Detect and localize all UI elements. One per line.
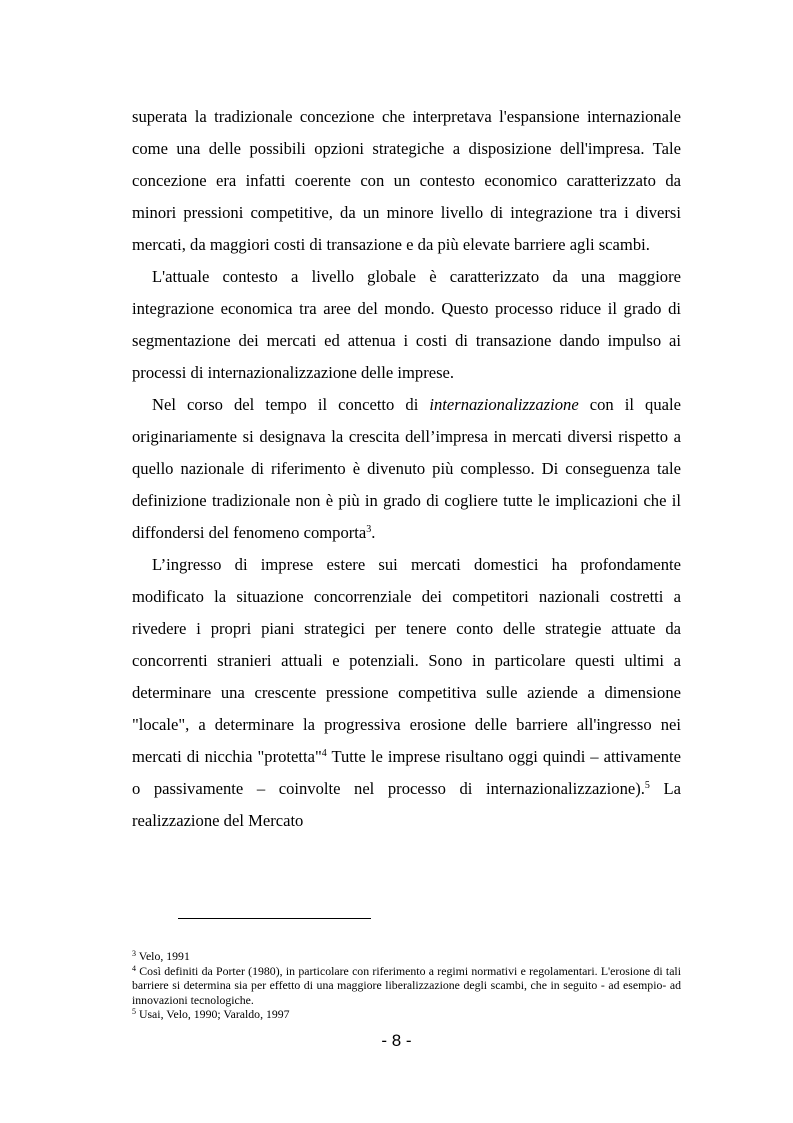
paragraph-4: [132, 549, 681, 837]
paragraph-3-emphasis: internazionalizzazione: [429, 395, 579, 414]
paragraph-3-text-c: .: [371, 523, 376, 542]
page-number: - 8 -: [381, 1031, 412, 1050]
footnote-ref-5[interactable]: 5: [644, 780, 650, 791]
paragraph-4-text-a: L’ingresso di imprese estere sui mercati domestici ha profondamente modificato la situazione concorrenziale dei competitori nazionali costretti a rivedere i propri piani strategici per tenere conto delle strategie attuate da concorrenti stranieri attuali e potenziali. Sono in particolare questi ultimi a determinare una crescente pressione competitiva sulle aziende a dimensione "locale", a determinare la progressiva erosione delle barriere all'ingresso nei mercati di nicchia "protetta": [132, 555, 681, 766]
paragraph-1: superata la tradizionale concezione che interpretava l'espansione internazionale come una delle possibili opzioni strategiche a disposizione dell'impresa. Tale concezione era infatti coerente con un contesto economico caratterizzato da minori pressioni competitive, da un minore livello di integrazione tra i diversi mercati, da maggiori costi di transazione e da più elevate barriere agli scambi.: [132, 107, 681, 254]
footnote-5: [132, 1007, 681, 1022]
footnote-ref-3[interactable]: 3: [366, 524, 372, 535]
footnote-ref-4[interactable]: 4: [321, 748, 327, 759]
footnote-number: 3: [132, 949, 136, 958]
body-text: [132, 101, 681, 837]
footnote-number: 4: [132, 963, 136, 973]
paragraph-3: [132, 389, 681, 549]
paragraph-3-text-a: Nel corso del tempo il concetto di: [152, 395, 430, 414]
footnote-text: Velo, 1991: [136, 949, 190, 963]
footnote-text: Così definiti da Porter (1980), in particolare con riferimento a regimi normativi e regolamentari. L'erosione di tali barriere si determina sia per effetto di una maggiore liberalizzazione degli scambi, che in seguito - ad esempio- ad innovazioni tecnologiche.: [132, 963, 681, 1007]
footnote-number: 5: [132, 1007, 136, 1016]
footnotes: [132, 949, 681, 1022]
footnote-3: [132, 949, 681, 964]
paragraph-4-text-c: La realizzazione del Mercato: [132, 779, 681, 830]
footnote-4: [132, 964, 681, 1008]
paragraph-2: L'attuale contesto a livello globale è caratterizzato da una maggiore integrazione economica tra aree del mondo. Questo processo riduce il grado di segmentazione dei mercati ed attenua i costi di transazione dando impulso ai processi di internazionalizzazione delle imprese.: [132, 267, 681, 382]
paragraph-3-text-b: con il quale originariamente si designava la crescita dell’impresa in mercati diversi rispetto a quello nazionale di riferimento è divenuto più complesso. Di conseguenza tale definizione tradizionale non è più in grado di cogliere tutte le implicazioni che il diffondersi del fenomeno comporta: [132, 395, 681, 542]
footnote-separator: [178, 918, 371, 919]
paragraph-4-text-b: Tutte le imprese risultano oggi quindi – attivamente o passivamente – coinvolte nel processo di internazionalizzazione).: [132, 747, 681, 798]
footnote-text: Usai, Velo, 1990; Varaldo, 1997: [136, 1007, 290, 1021]
